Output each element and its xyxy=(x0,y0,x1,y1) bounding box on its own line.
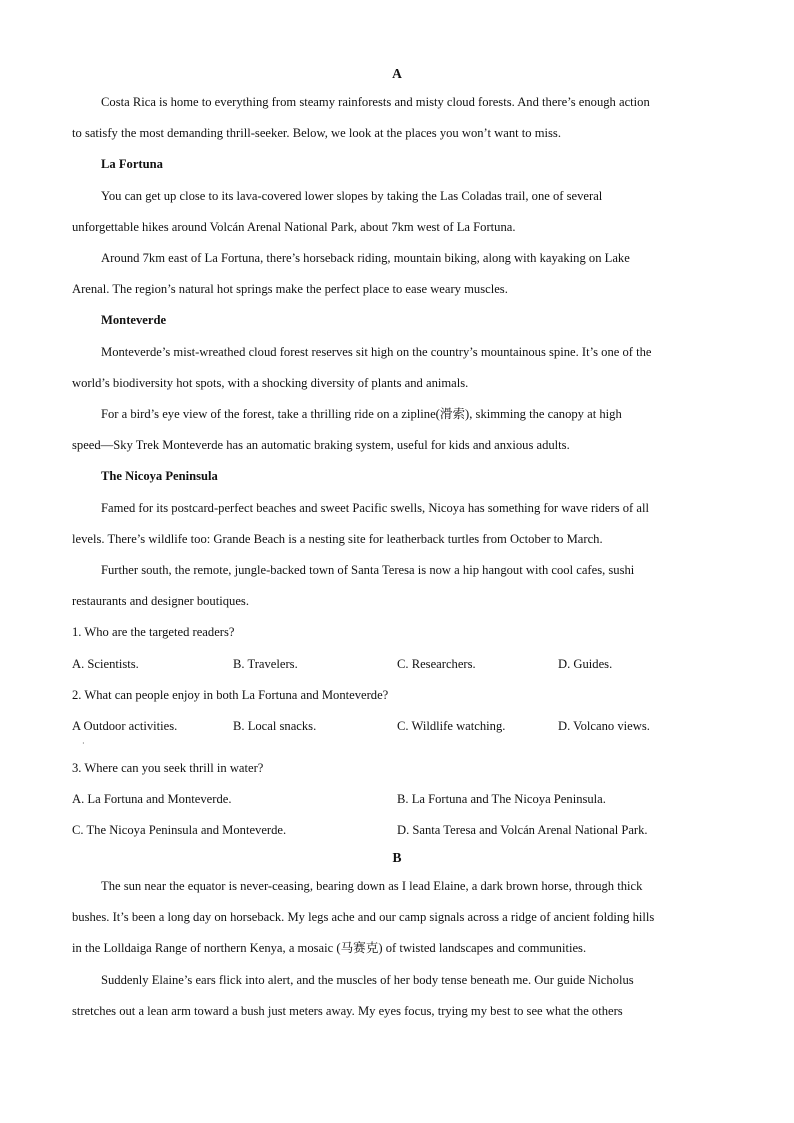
la-fortuna-p1-line-1: You can get up close to its lava-covered lower slopes by taking the Las Coladas trail, one of several xyxy=(101,189,603,203)
q1-option-a[interactable]: A. Scientists. xyxy=(72,657,139,671)
intro-line-2: to satisfy the most demanding thrill-seeker. Below, we look at the places you won’t want to miss. xyxy=(72,126,561,140)
section-heading-la-fortuna: La Fortuna xyxy=(101,157,163,171)
q1-option-d[interactable]: D. Guides. xyxy=(558,657,613,671)
intro-line-1: Costa Rica is home to everything from steamy rainforests and misty cloud forests. And there’s enough action xyxy=(101,95,650,109)
q2-option-c[interactable]: C. Wildlife watching. xyxy=(397,719,506,733)
question-3: 3. Where can you seek thrill in water? xyxy=(72,761,264,775)
q3-option-d[interactable]: D. Santa Teresa and Volcán Arenal National Park. xyxy=(397,823,648,837)
section-heading-monteverde: Monteverde xyxy=(101,313,167,327)
passage-b-label: B xyxy=(392,850,402,865)
monteverde-p2-line-2: speed—Sky Trek Monteverde has an automatic braking system, useful for kids and anxious adults. xyxy=(72,438,570,452)
passage-b-p2-line-2: stretches out a lean arm toward a bush just meters away. My eyes focus, trying my best to see what the others xyxy=(72,1004,623,1018)
nicoya-p2-line-1: Further south, the remote, jungle-backed town of Santa Teresa is now a hip hangout with cool cafes, sushi xyxy=(101,563,635,577)
section-heading-nicoya: The Nicoya Peninsula xyxy=(101,469,218,483)
question-1: 1. Who are the targeted readers? xyxy=(72,625,235,639)
nicoya-p1-line-1: Famed for its postcard-perfect beaches and sweet Pacific swells, Nicoya has something for wave riders of all xyxy=(101,501,649,515)
nicoya-p2-line-2: restaurants and designer boutiques. xyxy=(72,594,249,608)
monteverde-p2-line-1: For a bird’s eye view of the forest, take a thrilling ride on a zipline(滑索), skimming the canopy at high xyxy=(101,407,622,421)
stray-dot-mark: · xyxy=(82,739,85,748)
la-fortuna-p2-line-2: Arenal. The region’s natural hot springs make the perfect place to ease weary muscles. xyxy=(72,282,508,296)
q3-option-a[interactable]: A. La Fortuna and Monteverde. xyxy=(72,792,232,806)
la-fortuna-p2-line-1: Around 7km east of La Fortuna, there’s horseback riding, mountain biking, along with kayaking on Lake xyxy=(101,251,630,265)
q3-option-b[interactable]: B. La Fortuna and The Nicoya Peninsula. xyxy=(397,792,606,806)
passage-b-p1-line-1: The sun near the equator is never-ceasing, bearing down as I lead Elaine, a dark brown horse, through thick xyxy=(101,879,643,893)
question-2: 2. What can people enjoy in both La Fortuna and Monteverde? xyxy=(72,688,389,702)
q2-option-a[interactable]: A Outdoor activities. xyxy=(72,719,178,733)
passage-b-p2-line-1: Suddenly Elaine’s ears flick into alert, and the muscles of her body tense beneath me. Our guide Nicholus xyxy=(101,973,634,987)
monteverde-p1-line-1: Monteverde’s mist-wreathed cloud forest reserves sit high on the country’s mountainous spine. It’s one of the xyxy=(101,345,652,359)
q2-option-d[interactable]: D. Volcano views. xyxy=(558,719,650,733)
q3-option-c[interactable]: C. The Nicoya Peninsula and Monteverde. xyxy=(72,823,287,837)
passage-b-p1-line-3: in the Lolldaiga Range of northern Kenya, a mosaic (马赛克) of twisted landscapes and communities. xyxy=(72,941,587,955)
la-fortuna-p1-line-2: unforgettable hikes around Volcán Arenal National Park, about 7km west of La Fortuna. xyxy=(72,220,516,234)
q1-option-c[interactable]: C. Researchers. xyxy=(397,657,476,671)
q2-option-b[interactable]: B. Local snacks. xyxy=(233,719,317,733)
passage-b-p1-line-2: bushes. It’s been a long day on horseback. My legs ache and our camp signals across a ridge of ancient folding hills xyxy=(72,910,655,924)
monteverde-p1-line-2: world’s biodiversity hot spots, with a shocking diversity of plants and animals. xyxy=(72,376,469,390)
nicoya-p1-line-2: levels. There’s wildlife too: Grande Beach is a nesting site for leatherback turtles from October to March. xyxy=(72,532,603,546)
q1-option-b[interactable]: B. Travelers. xyxy=(233,657,298,671)
passage-a-label: A xyxy=(392,66,402,81)
